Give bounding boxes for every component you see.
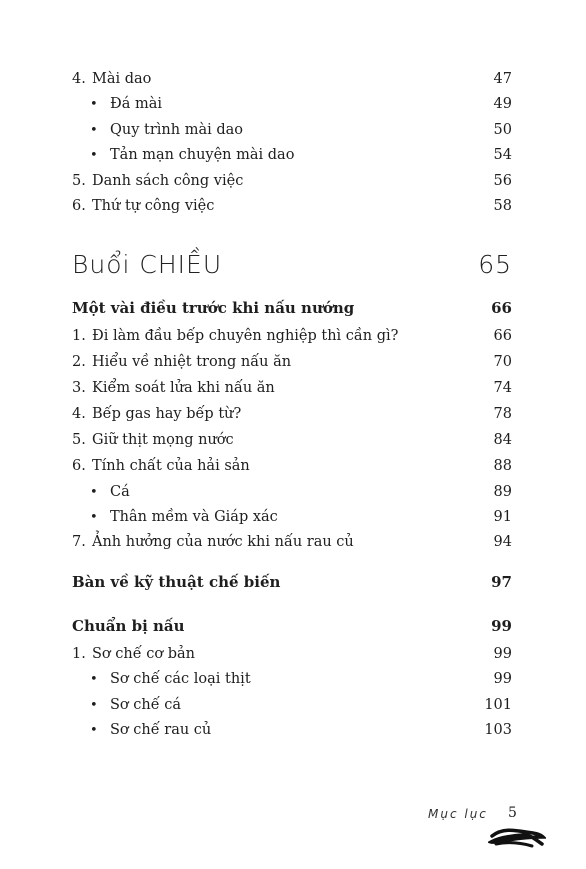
bullet-icon: • xyxy=(90,510,98,525)
toc-entry xyxy=(72,353,512,371)
chapter-title: Chuẩn bị nấu xyxy=(72,617,185,635)
toc-subentry xyxy=(72,95,512,114)
entry-page: 99 xyxy=(493,646,512,662)
toc-entry xyxy=(72,405,512,423)
entry-page: 47 xyxy=(493,71,512,87)
toc-entry xyxy=(72,457,512,475)
chapter-title: Bàn về kỹ thuật chế biến xyxy=(72,573,281,591)
entry-number: 1. xyxy=(72,328,86,344)
toc-entry xyxy=(72,645,512,663)
toc-chapter xyxy=(72,573,512,591)
footer-label: Mục lục xyxy=(428,807,488,821)
bullet-icon: • xyxy=(90,723,98,738)
section-title: Buổi CHIỀU xyxy=(72,250,223,279)
entry-page: 49 xyxy=(493,96,512,112)
entry-title: Tính chất của hải sản xyxy=(92,458,250,474)
toc-subentry xyxy=(72,508,512,527)
toc-entry xyxy=(72,379,512,397)
entry-page: 58 xyxy=(493,198,512,214)
toc-subentry xyxy=(72,121,512,140)
entry-title: Thân mềm và Giáp xác xyxy=(110,509,278,525)
entry-page: 66 xyxy=(493,328,512,344)
entry-title: Bếp gas hay bếp từ? xyxy=(92,406,242,422)
entry-page: 70 xyxy=(493,354,512,370)
entry-page: 74 xyxy=(493,380,512,396)
entry-page: 103 xyxy=(484,722,512,738)
toc-entry xyxy=(72,172,512,190)
entry-title: Tản mạn chuyện mài dao xyxy=(110,147,295,163)
toc-subentry xyxy=(72,721,512,740)
entry-page: 91 xyxy=(493,509,512,525)
section-page: 65 xyxy=(478,250,512,279)
entry-page: 94 xyxy=(493,534,512,550)
bullet-icon: • xyxy=(90,672,98,687)
entry-number: 1. xyxy=(72,646,86,662)
entry-page: 78 xyxy=(493,406,512,422)
entry-number: 6. xyxy=(72,458,86,474)
entry-page: 89 xyxy=(493,484,512,500)
entry-page: 50 xyxy=(493,122,512,138)
toc-subentry xyxy=(72,146,512,165)
footer-page-number: 5 xyxy=(508,805,517,821)
toc-entry xyxy=(72,533,512,551)
entry-title: Đá mài xyxy=(110,96,162,112)
entry-page: 99 xyxy=(493,671,512,687)
entry-title: Sơ chế cá xyxy=(110,697,182,713)
bullet-icon: • xyxy=(90,97,98,112)
entry-page: 99 xyxy=(491,617,512,635)
entry-number: 2. xyxy=(72,354,86,370)
entry-number: 5. xyxy=(72,432,86,448)
toc-entry xyxy=(72,431,512,449)
toc-entry xyxy=(72,70,512,88)
entry-number: 5. xyxy=(72,173,86,189)
toc-entry xyxy=(72,327,512,345)
chapter-title: Một vài điều trước khi nấu nướng xyxy=(72,299,355,317)
entry-page: 101 xyxy=(484,697,512,713)
entry-title: Sơ chế các loại thịt xyxy=(110,671,251,687)
entry-title: Ảnh hưởng của nước khi nấu rau củ xyxy=(92,534,354,550)
toc-entry xyxy=(72,197,512,215)
entry-page: 84 xyxy=(493,432,512,448)
entry-title: Hiểu về nhiệt trong nấu ăn xyxy=(92,354,292,370)
section-heading xyxy=(72,250,512,279)
entry-page: 56 xyxy=(493,173,512,189)
entry-number: 7. xyxy=(72,534,86,550)
entry-title: Danh sách công việc xyxy=(92,173,244,189)
ink-scribble-icon xyxy=(488,822,546,850)
entry-title: Kiểm soát lửa khi nấu ăn xyxy=(92,380,275,396)
entry-number: 4. xyxy=(72,71,86,87)
entry-number: 6. xyxy=(72,198,86,214)
entry-page: 66 xyxy=(491,299,512,317)
entry-number: 4. xyxy=(72,406,86,422)
entry-title: Sơ chế rau củ xyxy=(110,722,212,738)
entry-title: Sơ chế cơ bản xyxy=(92,646,195,662)
entry-title: Giữ thịt mọng nước xyxy=(92,432,234,448)
toc-subentry xyxy=(72,483,512,502)
entry-page: 88 xyxy=(493,458,512,474)
bullet-icon: • xyxy=(90,148,98,163)
entry-title: Cá xyxy=(110,484,130,500)
entry-title: Quy trình mài dao xyxy=(110,122,244,138)
toc-chapter xyxy=(72,299,512,317)
bullet-icon: • xyxy=(90,698,98,713)
entry-title: Mài dao xyxy=(92,71,152,87)
toc-chapter xyxy=(72,617,512,635)
toc-subentry xyxy=(72,696,512,715)
entry-title: Thứ tự công việc xyxy=(92,198,215,214)
entry-number: 3. xyxy=(72,380,86,396)
entry-page: 54 xyxy=(493,147,512,163)
entry-page: 97 xyxy=(491,573,512,591)
bullet-icon: • xyxy=(90,123,98,138)
toc-subentry xyxy=(72,670,512,689)
bullet-icon: • xyxy=(90,485,98,500)
entry-title: Đi làm đầu bếp chuyên nghiệp thì cần gì? xyxy=(92,328,399,344)
